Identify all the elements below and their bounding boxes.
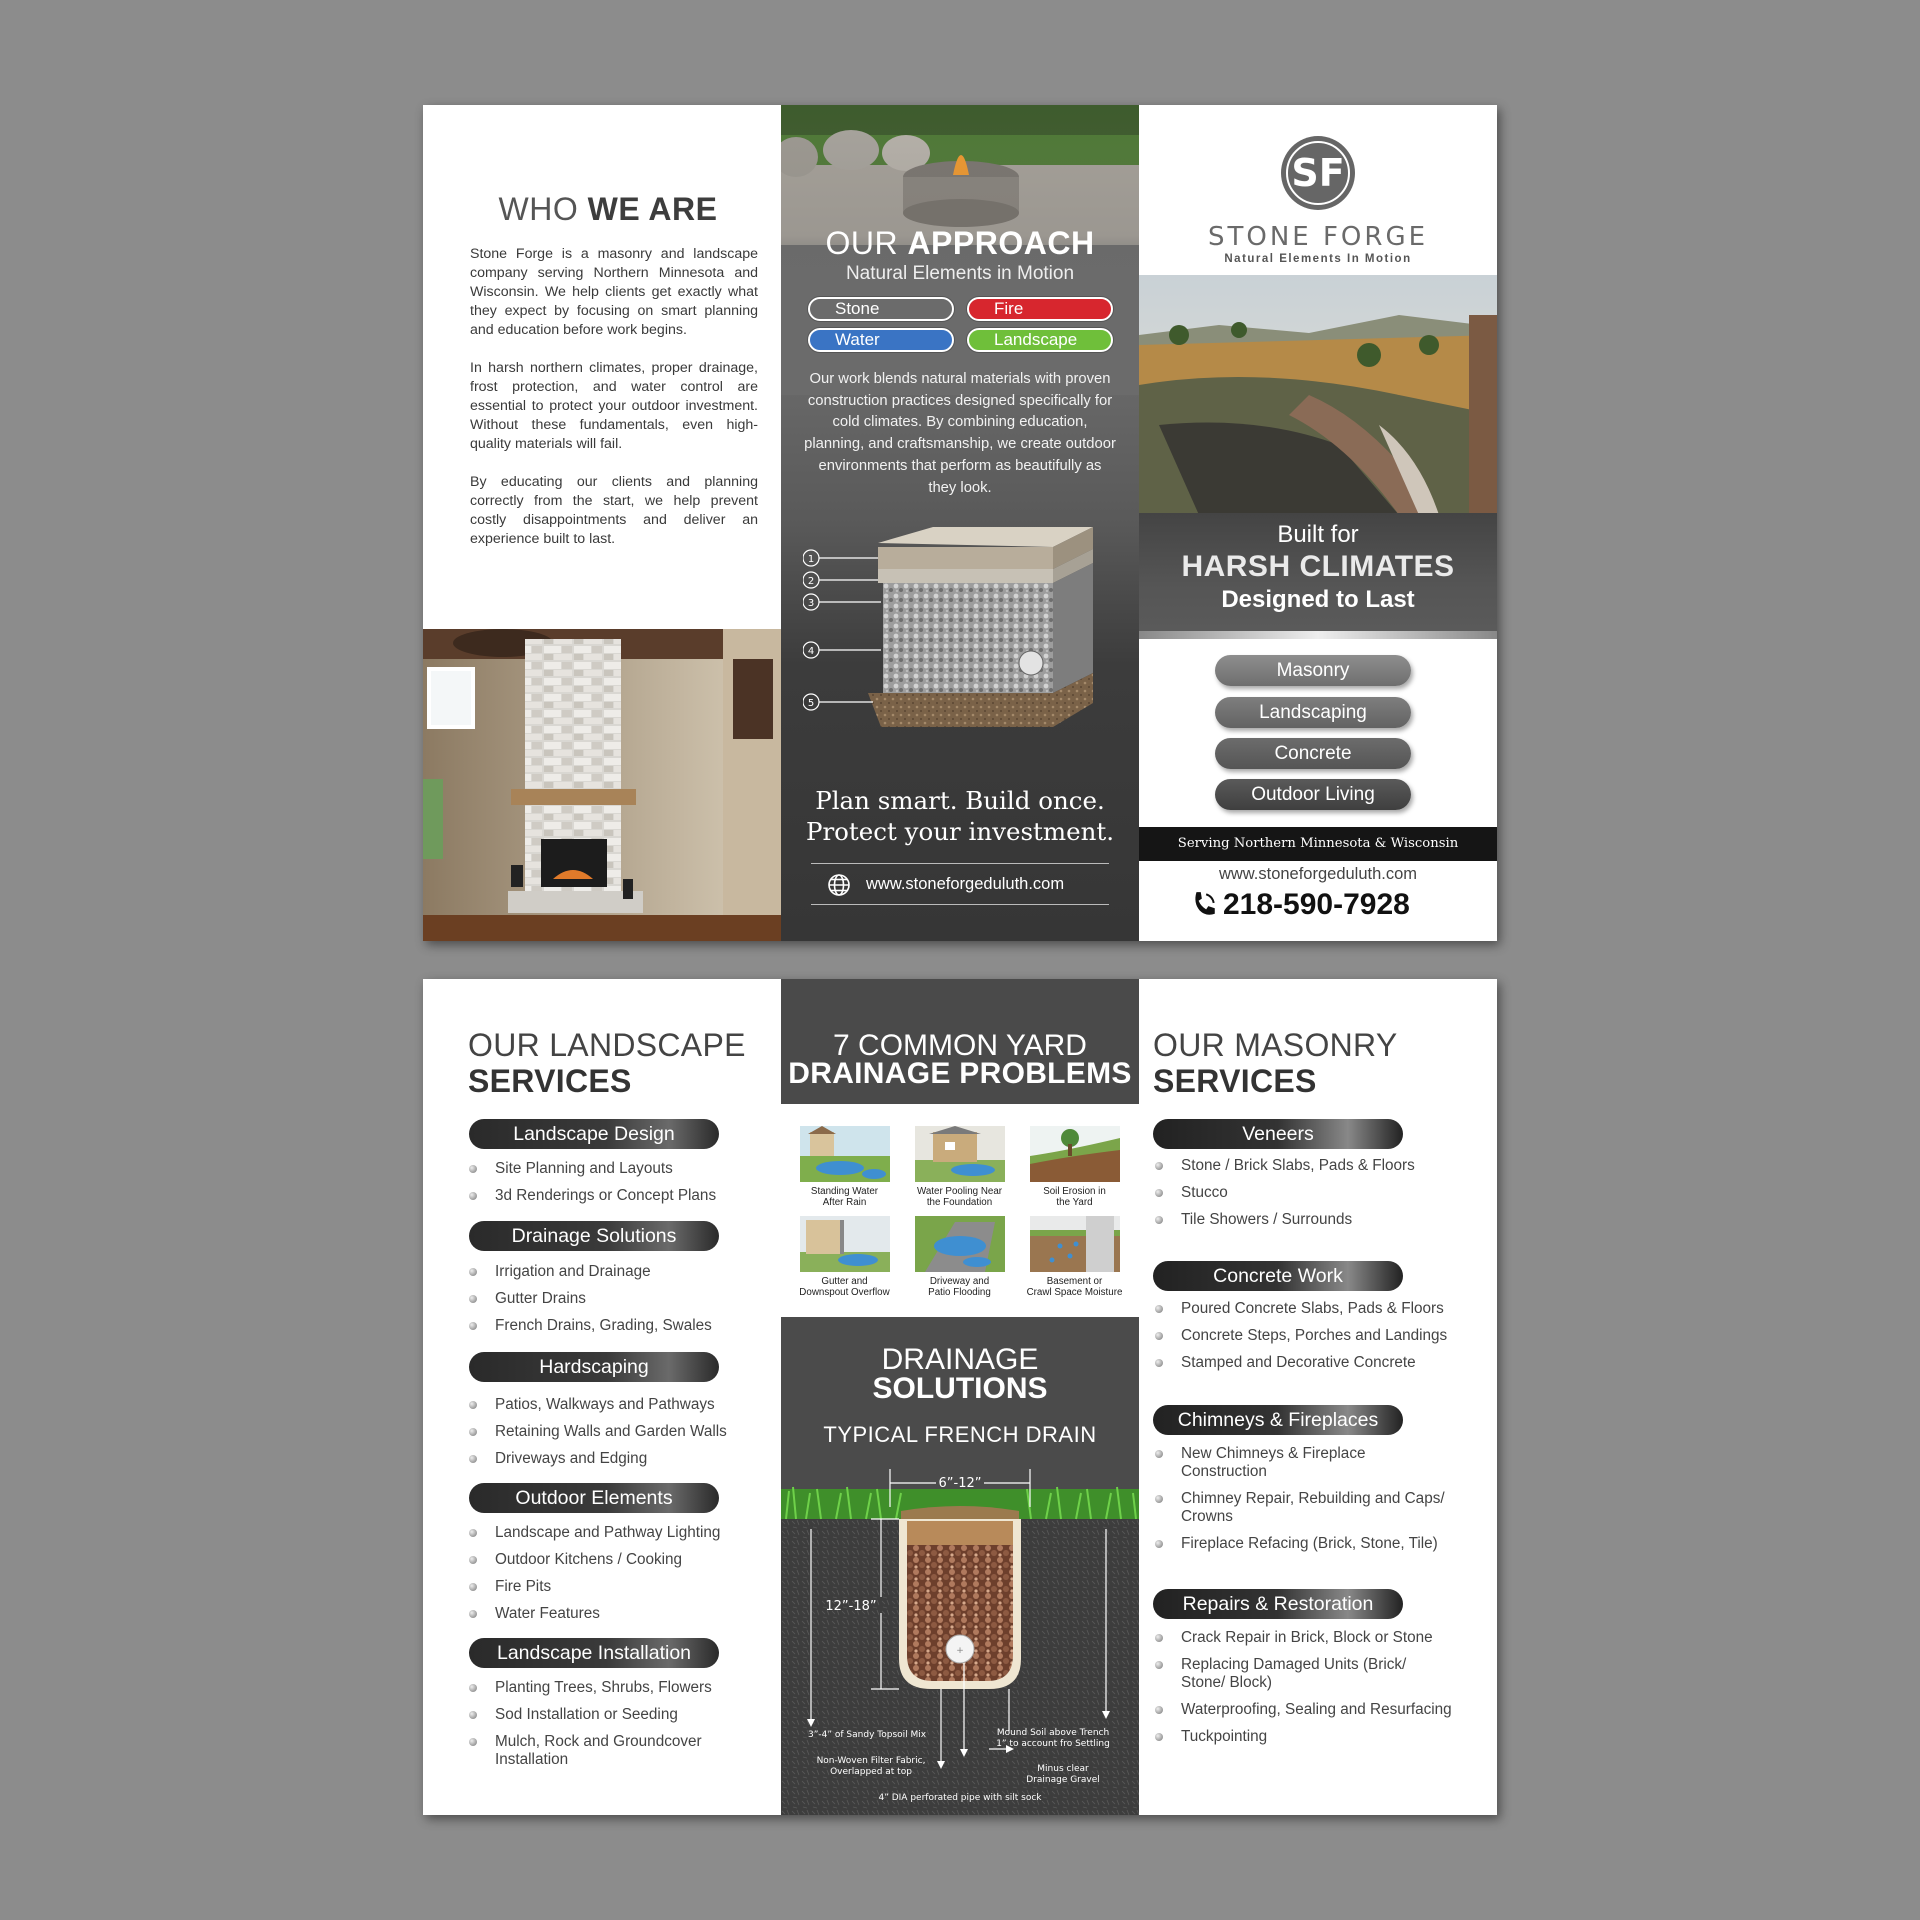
masonry-title-line-2: SERVICES	[1153, 1063, 1317, 1099]
list-item: Waterproofing, Sealing and Resurfacing	[1153, 1701, 1453, 1719]
problem-caption	[1017, 1186, 1132, 1208]
outdoor-elements-list	[467, 1524, 777, 1632]
landscape-design-label: Landscape Design	[513, 1123, 675, 1145]
drainage-solutions-title-1: DRAINAGE	[881, 1343, 1039, 1376]
list-item: Stucco	[1153, 1184, 1493, 1202]
list-item: Gutter Drains	[467, 1290, 777, 1308]
standing-water-illustration	[800, 1126, 890, 1182]
landscape-title-line-2: SERVICES	[468, 1063, 632, 1099]
element-label-stone: Stone	[835, 299, 880, 318]
list-item: Poured Concrete Slabs, Pads & Floors	[1153, 1300, 1493, 1318]
foundation-pooling-illustration	[915, 1126, 1005, 1182]
repairs-restoration-list	[1153, 1629, 1453, 1755]
element-label-fire: Fire	[994, 299, 1024, 318]
repairs-restoration-header	[1153, 1589, 1403, 1619]
layer-number-2: 2	[807, 576, 815, 587]
problem-caption	[902, 1186, 1017, 1208]
built-for-text: Built for	[1277, 521, 1359, 548]
who-title-light: WHO	[498, 191, 588, 227]
landscape-title-line-1: OUR LANDSCAPE	[468, 1027, 746, 1063]
layer-number-1: 1	[807, 554, 815, 565]
service-landscaping-label: Landscaping	[1259, 702, 1367, 723]
who-paragraph-1: Stone Forge is a masonry and landscape company serving Northern Minnesota and Wisconsin. We help clients get exactly what they expect by focusing on smart planning and education before work begins.	[470, 246, 758, 338]
trench-depth-label: 12”-18”	[825, 1599, 877, 1614]
element-pill-landscape	[967, 328, 1113, 352]
service-masonry-label: Masonry	[1276, 660, 1350, 681]
element-label-landscape: Landscape	[994, 330, 1078, 349]
landscape-installation-list	[467, 1679, 777, 1778]
layer-number-5: 5	[807, 698, 815, 709]
approach-title-bold: APPROACH	[907, 225, 1095, 261]
veneers-label: Veneers	[1242, 1123, 1314, 1145]
drainage-solutions-title-2: SOLUTIONS	[872, 1372, 1048, 1405]
veneers-list	[1153, 1157, 1493, 1238]
list-item: Tile Showers / Surrounds	[1153, 1211, 1493, 1229]
stone-forge-logo	[1139, 133, 1497, 273]
drainage-solutions-header	[469, 1221, 719, 1251]
concrete-work-label: Concrete Work	[1213, 1265, 1343, 1287]
list-item: Irrigation and Drainage	[467, 1263, 777, 1281]
landscape-design-header	[469, 1119, 719, 1149]
phone-icon	[1191, 890, 1217, 918]
problem-1-line-1: Standing Water	[810, 1186, 879, 1197]
problem-caption	[902, 1276, 1017, 1298]
slogan-line-2: Protect your investment.	[805, 817, 1115, 846]
problem-2-line-1: Water Pooling Near	[916, 1186, 1003, 1197]
globe-icon	[827, 873, 851, 897]
approach-website[interactable]	[811, 863, 1109, 905]
chimneys-fireplaces-label: Chimneys & Fireplaces	[1177, 1409, 1379, 1431]
list-item: Concrete Steps, Porches and Landings	[1153, 1327, 1493, 1345]
problem-5-line-2: Patio Flooding	[928, 1287, 991, 1298]
gravel-label-2: Drainage Gravel	[1026, 1775, 1100, 1785]
problem-5-line-1: Driveway and	[929, 1276, 990, 1287]
who-we-are-title	[423, 191, 781, 228]
who-title-bold: WE ARE	[587, 191, 718, 227]
trench-width-label: 6”-12”	[938, 1476, 982, 1491]
problem-basement-moisture	[1017, 1216, 1132, 1298]
topsoil-label: 3”-4” of Sandy Topsoil Mix	[808, 1730, 927, 1740]
fireplace-photo	[423, 629, 781, 941]
typical-french-drain-title: TYPICAL FRENCH DRAIN	[823, 1422, 1097, 1447]
service-pill-outdoor-living	[1215, 779, 1411, 810]
layer-number-3: 3	[807, 598, 815, 609]
element-pill-water	[808, 328, 954, 352]
element-label-water: Water	[835, 330, 880, 349]
brochure-front-sheet	[423, 105, 1497, 941]
element-pill-stone	[808, 297, 954, 321]
brand-tagline: Natural Elements In Motion	[1224, 253, 1412, 265]
landscape-photo	[1139, 275, 1497, 515]
problem-4-line-2: Downspout Overflow	[799, 1287, 890, 1298]
repairs-restoration-label: Repairs & Restoration	[1182, 1593, 1374, 1615]
outdoor-elements-header	[469, 1483, 719, 1513]
landscape-services-title	[468, 1027, 746, 1099]
drainage-solutions-label: Drainage Solutions	[511, 1225, 677, 1247]
landscape-installation-header	[469, 1638, 719, 1668]
list-item: Landscape and Pathway Lighting	[467, 1524, 777, 1542]
hardscaping-list	[467, 1396, 777, 1477]
problem-4-line-1: Gutter and	[821, 1276, 868, 1287]
element-pill-fire	[967, 297, 1113, 321]
phone-number: 218-590-7928	[1223, 888, 1410, 921]
hardscaping-label: Hardscaping	[539, 1356, 649, 1378]
list-item: 3d Renderings or Concept Plans	[467, 1187, 777, 1205]
list-item: Replacing Damaged Units (Brick/ Stone/ Block)	[1153, 1656, 1453, 1692]
problem-2-line-2: the Foundation	[926, 1197, 993, 1208]
list-item: Driveways and Edging	[467, 1450, 777, 1468]
problem-1-line-2: After Rain	[822, 1197, 867, 1208]
masonry-title-line-1: OUR MASONRY	[1153, 1027, 1398, 1063]
problem-standing-water	[787, 1126, 902, 1208]
serving-area-bar: Serving Northern Minnesota & Wisconsin	[1139, 827, 1497, 861]
problem-3-line-1: Soil Erosion in	[1043, 1186, 1106, 1197]
approach-body-text: Our work blends natural materials with proven construction practices designed specifically for cold climates. By combining education, planning, and craftsmanship, we create outdoor environments that perform as beautifully as they look.	[804, 371, 1116, 496]
drainage-problems-title-1: 7 COMMON YARD	[833, 1029, 1087, 1062]
drainage-problems-grid	[781, 1104, 1139, 1317]
fabric-label-1: Non-Woven Filter Fabric,	[816, 1756, 926, 1766]
who-paragraph-2: In harsh northern climates, proper drainage, frost protection, and water control are essential to protect your outdoor investment. Without these fundamentals, even high-quality materials will fail.	[470, 360, 758, 452]
list-item: Crack Repair in Brick, Block or Stone	[1153, 1629, 1453, 1647]
soil-erosion-illustration	[1030, 1126, 1120, 1182]
veneers-header	[1153, 1119, 1403, 1149]
who-we-are-panel	[423, 105, 781, 941]
cover-panel	[1139, 105, 1497, 941]
landscape-installation-label: Landscape Installation	[496, 1642, 692, 1664]
svg-text:+: +	[956, 1646, 964, 1656]
outdoor-elements-label: Outdoor Elements	[515, 1487, 673, 1509]
service-outdoor-living-label: Outdoor Living	[1251, 784, 1375, 805]
concrete-work-list	[1153, 1300, 1493, 1381]
list-item: Chimney Repair, Rebuilding and Caps/ Crowns	[1153, 1490, 1453, 1526]
mound-label-1: Mound Soil above Trench	[996, 1728, 1110, 1738]
chimneys-fireplaces-list	[1153, 1445, 1453, 1562]
list-item: Mulch, Rock and Groundcover Installation	[467, 1733, 777, 1769]
who-we-are-body	[470, 245, 758, 568]
concrete-work-header	[1153, 1261, 1403, 1291]
basement-moisture-illustration	[1030, 1216, 1120, 1272]
problem-caption	[1017, 1276, 1132, 1298]
landscape-design-list	[467, 1160, 777, 1214]
gravel-label-1: Minus clear	[1037, 1764, 1089, 1774]
service-pill-landscaping	[1215, 697, 1411, 728]
problem-gutter-overflow	[787, 1216, 902, 1298]
silver-divider	[1139, 631, 1497, 639]
brochure-back-sheet	[423, 979, 1497, 1815]
who-paragraph-3: By educating our clients and planning correctly from the start, we help prevent costly disappointments and deliver an experience built to last.	[470, 474, 758, 547]
list-item: Sod Installation or Seeding	[467, 1706, 777, 1724]
list-item: Water Features	[467, 1605, 777, 1623]
brand-name: STONE FORGE	[1207, 222, 1429, 252]
logo-monogram: SF	[1291, 151, 1345, 195]
list-item: Outdoor Kitchens / Cooking	[467, 1551, 777, 1569]
list-item: Site Planning and Layouts	[467, 1160, 777, 1178]
list-item: Stamped and Decorative Concrete	[1153, 1354, 1493, 1372]
approach-subtitle: Natural Elements in Motion	[845, 263, 1075, 284]
layer-number-4: 4	[807, 646, 815, 657]
problem-driveway-flooding	[902, 1216, 1017, 1298]
masonry-services-title	[1153, 1027, 1398, 1099]
designed-to-last-text: Designed to Last	[1221, 586, 1415, 613]
drainage-problems-title-2: DRAINAGE PROBLEMS	[788, 1057, 1132, 1090]
harsh-climates-text: HARSH CLIMATES	[1181, 550, 1455, 583]
paver-layers-diagram	[803, 513, 1123, 783]
list-item: Fire Pits	[467, 1578, 777, 1596]
service-concrete-label: Concrete	[1274, 743, 1352, 764]
mound-label-2: 1” to account fro Settling	[996, 1739, 1110, 1749]
list-item: Tuckpointing	[1153, 1728, 1453, 1746]
problem-caption	[787, 1276, 902, 1298]
slogan-line-1: Plan smart. Build once.	[815, 786, 1105, 815]
approach-title-light: OUR	[825, 225, 908, 261]
list-item: French Drains, Grading, Swales	[467, 1317, 777, 1335]
problem-caption	[787, 1186, 902, 1208]
chimneys-fireplaces-header	[1153, 1405, 1403, 1435]
problem-6-line-2: Crawl Space Moisture	[1026, 1287, 1123, 1298]
service-pill-concrete	[1215, 738, 1411, 769]
approach-slogan	[781, 785, 1139, 847]
approach-title	[781, 225, 1139, 262]
drainage-solutions-list	[467, 1263, 777, 1344]
approach-website-text: www.stoneforgeduluth.com	[866, 875, 1065, 893]
fabric-label-2: Overlapped at top	[830, 1767, 912, 1777]
service-pill-masonry	[1215, 655, 1411, 686]
list-item: Fireplace Refacing (Brick, Stone, Tile)	[1153, 1535, 1453, 1553]
drainage-panel	[781, 979, 1139, 1815]
problem-6-line-1: Basement or	[1046, 1276, 1103, 1287]
problem-3-line-2: the Yard	[1056, 1197, 1093, 1208]
cover-website[interactable]: www.stoneforgeduluth.com	[1218, 865, 1418, 883]
list-item: Retaining Walls and Garden Walls	[467, 1423, 777, 1441]
list-item: Patios, Walkways and Pathways	[467, 1396, 777, 1414]
masonry-services-panel	[1139, 979, 1497, 1815]
pipe-label: 4” DIA perforated pipe with silt sock	[878, 1793, 1042, 1803]
french-drain-diagram	[781, 1449, 1139, 1815]
problem-soil-erosion	[1017, 1126, 1132, 1208]
cover-phone[interactable]	[1191, 885, 1491, 925]
list-item: Planting Trees, Shrubs, Flowers	[467, 1679, 777, 1697]
list-item: Stone / Brick Slabs, Pads & Floors	[1153, 1157, 1493, 1175]
landscape-services-panel	[423, 979, 781, 1815]
driveway-flooding-illustration	[915, 1216, 1005, 1272]
problem-foundation-pooling	[902, 1126, 1017, 1208]
list-item: New Chimneys & Fireplace Construction	[1153, 1445, 1453, 1481]
our-approach-panel	[781, 105, 1139, 941]
gutter-overflow-illustration	[800, 1216, 890, 1272]
hardscaping-header	[469, 1352, 719, 1382]
